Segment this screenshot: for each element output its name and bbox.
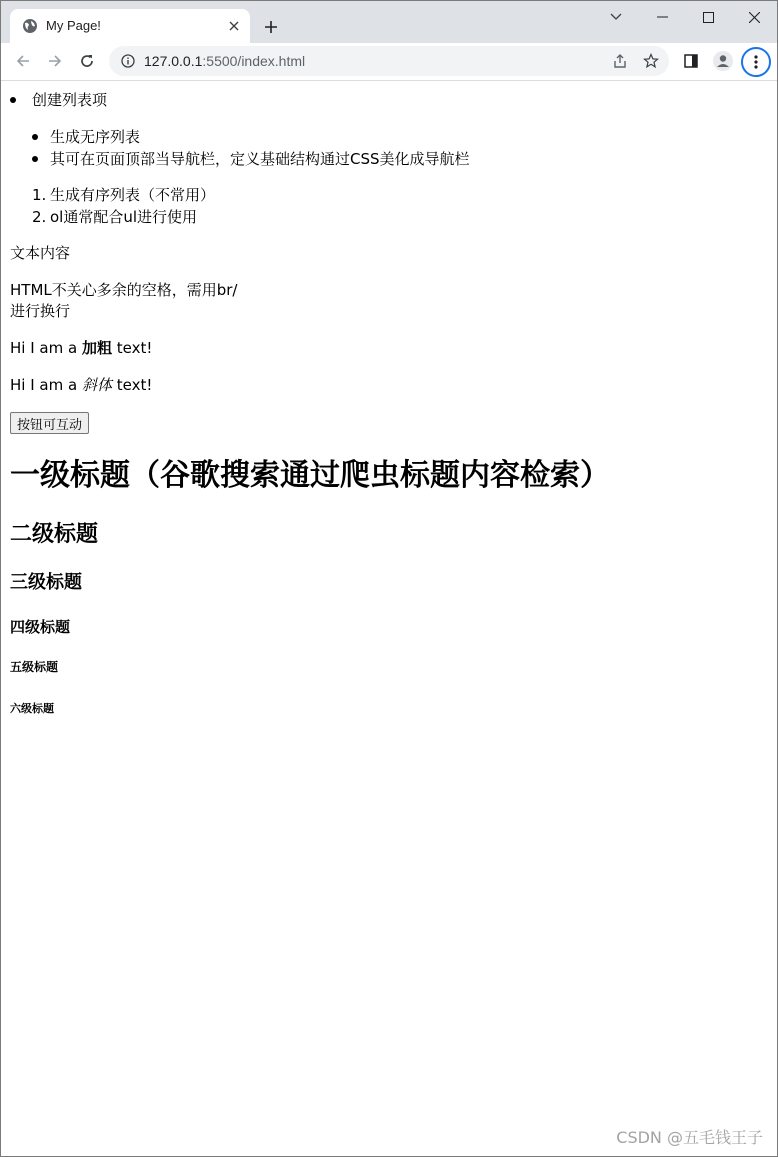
ol-marker-2: 2. — [32, 208, 47, 226]
italic-paragraph: Hi I am a 斜体 text! — [10, 376, 153, 394]
ol-marker-1: 1. — [32, 186, 47, 204]
heading-h2: 二级标题 — [10, 522, 99, 547]
bold-paragraph: Hi I am a 加粗 text! — [10, 339, 153, 357]
tab-my-page[interactable] — [10, 9, 250, 43]
list-bullet — [32, 134, 38, 140]
list-bullet — [32, 156, 38, 162]
url-text[interactable]: 127.0.0.1:5500/index.html — [144, 53, 306, 69]
reload-icon[interactable] — [73, 47, 101, 75]
bookmark-star-icon[interactable] — [643, 53, 659, 69]
side-panel-icon[interactable] — [677, 47, 705, 75]
forward-arrow-icon[interactable] — [41, 47, 69, 75]
close-window-button[interactable] — [731, 1, 777, 33]
heading-h6: 六级标题 — [10, 702, 54, 715]
maximize-button[interactable] — [685, 1, 731, 33]
heading-h1: 一级标题（谷歌搜索通过爬虫标题内容检索） — [10, 458, 610, 493]
tab-strip — [1, 1, 777, 43]
ul-item-2: 其可在页面顶部当导航栏，定义基础结构通过CSS美化成导航栏 — [50, 150, 470, 168]
back-arrow-icon[interactable] — [9, 47, 37, 75]
tab-title: My Page! — [46, 18, 101, 33]
toolbar — [1, 43, 777, 81]
menu-kebab-icon[interactable] — [741, 47, 771, 77]
profile-avatar-icon[interactable] — [709, 47, 737, 75]
ol-item-1: 生成有序列表（不常用） — [50, 186, 216, 204]
address-bar[interactable] — [109, 46, 669, 76]
page-content — [1, 81, 777, 1156]
br-paragraph-line-1: HTML不关心多余的空格，需用br/ — [10, 281, 238, 299]
list-item-create: 创建列表项 — [32, 91, 108, 109]
csdn-watermark: CSDN @五毛钱王子 — [616, 1128, 763, 1147]
minimize-button[interactable] — [639, 1, 685, 33]
ol-item-2: ol通常配合ul进行使用 — [50, 208, 198, 226]
share-icon[interactable] — [612, 53, 628, 69]
ul-item-1: 生成无序列表 — [50, 128, 141, 146]
text-content-paragraph: 文本内容 — [10, 244, 71, 262]
globe-icon — [22, 18, 38, 34]
tab-search-chevron-icon[interactable] — [593, 1, 639, 33]
list-bullet — [10, 97, 16, 103]
bold-word: 加粗 — [81, 339, 112, 357]
heading-h3: 三级标题 — [10, 572, 82, 593]
new-tab-button[interactable] — [259, 15, 283, 39]
heading-h5: 五级标题 — [10, 660, 59, 674]
italic-word: 斜体 — [81, 376, 112, 394]
interactive-button[interactable]: 按钮可互动 — [10, 412, 89, 434]
info-icon[interactable] — [121, 54, 135, 68]
br-paragraph-line-2: 进行换行 — [10, 302, 71, 320]
tab-close-icon[interactable] — [225, 17, 243, 35]
heading-h4: 四级标题 — [10, 618, 71, 636]
